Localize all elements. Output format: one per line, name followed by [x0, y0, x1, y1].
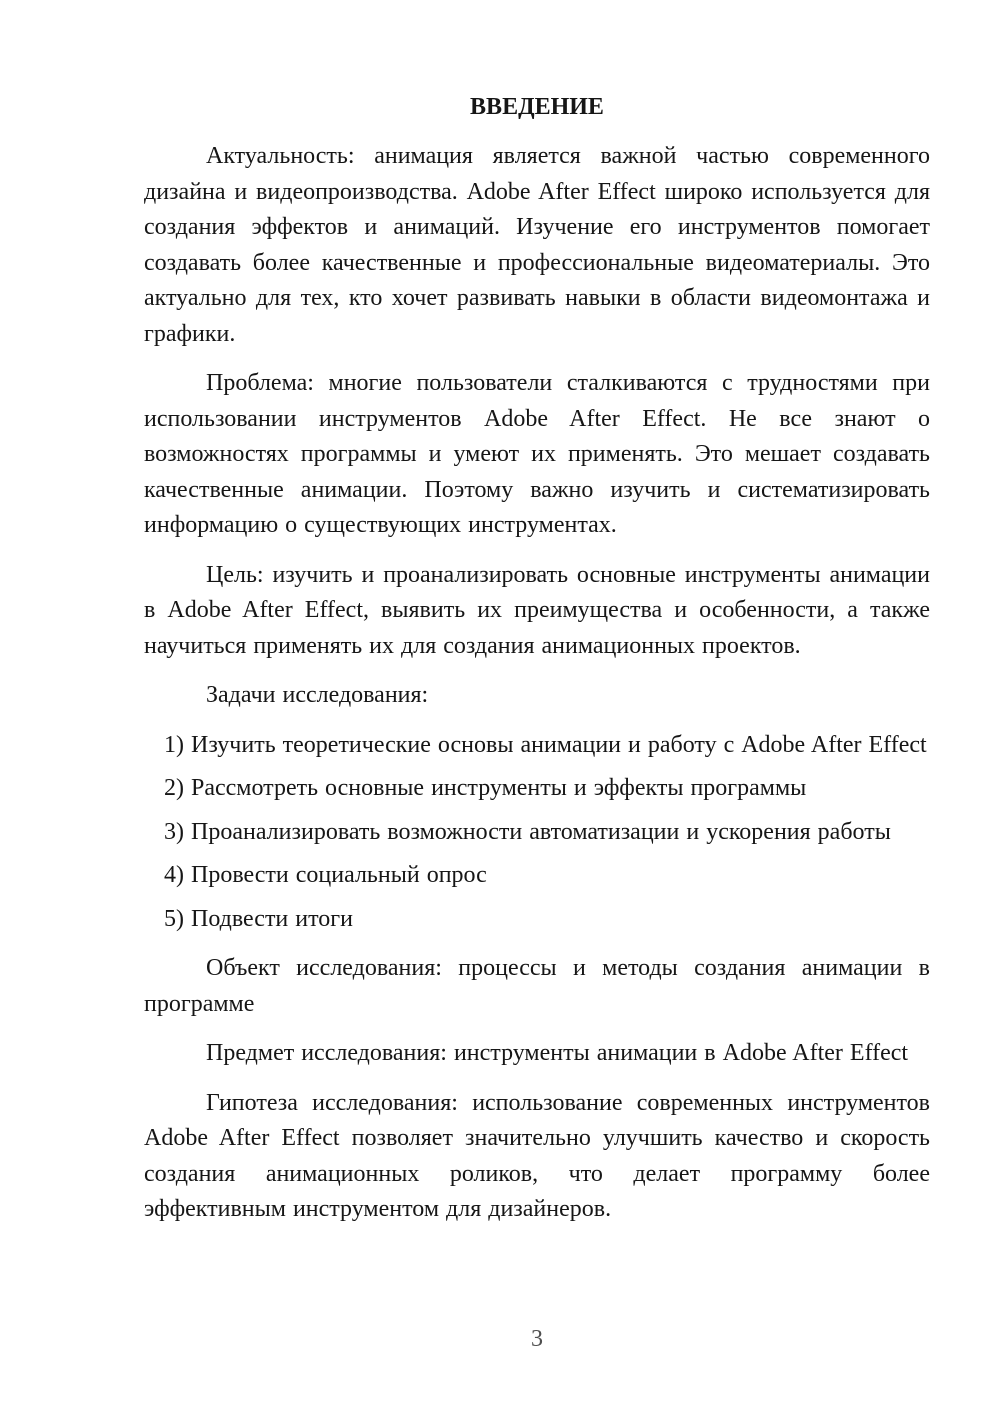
- task-item-4: 4) Провести социальный опрос: [164, 862, 487, 888]
- paragraph-zadachi-label: Задачи исследования:: [206, 682, 429, 708]
- paragraph-aktualnost: Актуальность: анимация является важной частью современного дизайна и видеопроизводства. Adobe After Effect широко используется для создания эффектов и анимаций. Изучение его инструментов помогает создавать более качественные и профессиональные видеоматериалы. Это актуально для тех, кто хочет развивать навыки в области видеомонтажа и графики.: [144, 143, 930, 347]
- task-item-2: 2) Рассмотреть основные инструменты и эффекты программы: [164, 775, 807, 801]
- paragraph-problema: Проблема: многие пользователи сталкиваются с трудностями при использовании инструментов Adobe After Effect. Не все знают о возможностях программы и умеют их применять. Это мешает создавать качественные анимации. Поэтому важно изучить и систематизировать информацию о существующих инструментах.: [144, 370, 930, 538]
- task-item-1: 1) Изучить теоретические основы анимации и работу с Adobe After Effect: [164, 731, 927, 758]
- task-item-5: 5) Подвести итоги: [164, 905, 353, 932]
- paragraph-obekt: Объект исследования: процессы и методы создания анимации в программе: [144, 955, 930, 1017]
- document-content: [144, 90, 930, 1242]
- task-item-3: 3) Проанализировать возможности автоматизации и ускорения работы: [164, 818, 891, 845]
- page-title: ВВЕДЕНИЕ: [470, 94, 604, 120]
- page-number: 3: [531, 1326, 543, 1352]
- paragraph-cel: Цель: изучить и проанализировать основные инструменты анимации в Adobe After Effect, выявить их преимущества и особенности, а также научиться применять их для создания анимационных проектов.: [144, 561, 930, 659]
- paragraph-predmet: Предмет исследования: инструменты анимации в Adobe After Effect: [206, 1040, 909, 1066]
- paragraph-gipoteza: Гипотеза исследования: использование современных инструментов Adobe After Effect позволяет значительно улучшить качество и скорость создания анимационных роликов, что делает программу более эффективным инструментом для дизайнеров.: [144, 1089, 930, 1222]
